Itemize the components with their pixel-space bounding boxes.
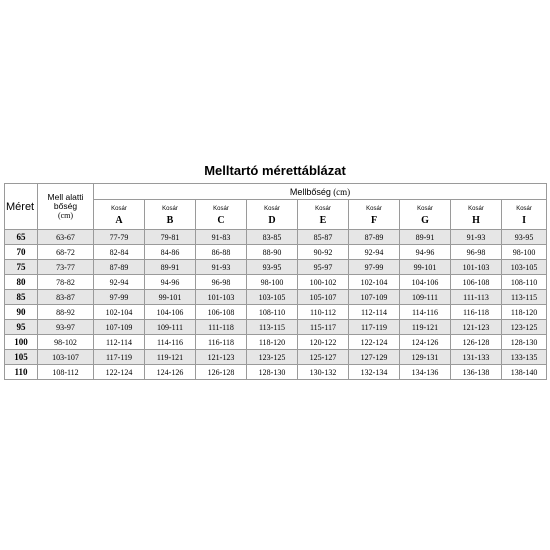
- chest-cell: 86-88: [196, 245, 247, 260]
- cup-word: Kosár: [213, 205, 229, 212]
- table-row: [5, 230, 547, 245]
- size-cell: 70: [5, 245, 38, 260]
- chest-cell: 101-103: [196, 290, 247, 305]
- cup-header: [400, 200, 451, 230]
- cup-word: Kosár: [468, 205, 484, 212]
- chest-cell: 122-124: [94, 365, 145, 380]
- chest-cell: 91-93: [451, 230, 502, 245]
- chest-cell: 129-131: [400, 350, 451, 365]
- chest-cell: 93-95: [247, 260, 298, 275]
- cup-word: Kosár: [111, 205, 127, 212]
- chest-cell: 109-111: [145, 320, 196, 335]
- chest-cell: 85-87: [298, 230, 349, 245]
- chest-cell: 99-101: [145, 290, 196, 305]
- header-underbust-line2: bőség: [53, 201, 78, 211]
- header-chest-unit: (cm): [333, 186, 351, 197]
- chest-cell: 104-106: [400, 275, 451, 290]
- chest-cell: 114-116: [400, 305, 451, 320]
- cup-header: [247, 200, 298, 230]
- table-row: [5, 335, 547, 350]
- header-underbust-unit: (cm): [57, 211, 74, 220]
- chest-cell: 98-100: [247, 275, 298, 290]
- chest-cell: 87-89: [94, 260, 145, 275]
- chest-cell: 113-115: [247, 320, 298, 335]
- header-size: Méret: [5, 184, 38, 230]
- chest-cell: 102-104: [94, 305, 145, 320]
- chest-cell: 119-121: [400, 320, 451, 335]
- chest-cell: 132-134: [349, 365, 400, 380]
- underbust-cell: 98-102: [38, 335, 94, 350]
- chest-cell: 103-105: [247, 290, 298, 305]
- chest-cell: 125-127: [298, 350, 349, 365]
- chest-cell: 102-104: [349, 275, 400, 290]
- chest-cell: 84-86: [145, 245, 196, 260]
- chest-cell: 107-109: [94, 320, 145, 335]
- chest-cell: 113-115: [502, 290, 547, 305]
- size-cell: 105: [5, 350, 38, 365]
- cup-header: [298, 200, 349, 230]
- page-title: Melltartó mérettáblázat: [204, 163, 346, 178]
- chest-cell: 91-83: [196, 230, 247, 245]
- chest-cell: 98-100: [502, 245, 547, 260]
- header-chest-label: Mellbőség: [289, 186, 331, 197]
- cup-letter: G: [421, 214, 429, 226]
- table-row: [5, 320, 547, 335]
- chest-cell: 111-113: [451, 290, 502, 305]
- chest-cell: 77-79: [94, 230, 145, 245]
- chest-cell: 97-99: [94, 290, 145, 305]
- cup-header: [145, 200, 196, 230]
- chest-cell: 96-98: [196, 275, 247, 290]
- size-cell: 80: [5, 275, 38, 290]
- cup-letter: C: [217, 214, 225, 226]
- cup-word: Kosár: [417, 205, 433, 212]
- table-row: [5, 365, 547, 380]
- cup-header: [349, 200, 400, 230]
- chest-cell: 101-103: [451, 260, 502, 275]
- table-row: [5, 290, 547, 305]
- cup-header: [196, 200, 247, 230]
- chest-cell: 106-108: [451, 275, 502, 290]
- chest-cell: 105-107: [298, 290, 349, 305]
- underbust-cell: 73-77: [38, 260, 94, 275]
- chest-cell: 108-110: [502, 275, 547, 290]
- chest-cell: 112-114: [94, 335, 145, 350]
- chest-cell: 110-112: [298, 305, 349, 320]
- size-cell: 90: [5, 305, 38, 320]
- chest-cell: 128-130: [247, 365, 298, 380]
- chest-cell: 97-99: [349, 260, 400, 275]
- underbust-cell: 93-97: [38, 320, 94, 335]
- size-cell: 110: [5, 365, 38, 380]
- size-cell: 95: [5, 320, 38, 335]
- chest-cell: 100-102: [298, 275, 349, 290]
- underbust-cell: 108-112: [38, 365, 94, 380]
- chest-cell: 122-124: [349, 335, 400, 350]
- chest-cell: 118-120: [247, 335, 298, 350]
- underbust-cell: 103-107: [38, 350, 94, 365]
- chest-cell: 95-97: [298, 260, 349, 275]
- table-row: [5, 275, 547, 290]
- chest-cell: 121-123: [196, 350, 247, 365]
- header-underbust-line1: Mell alatti: [47, 192, 84, 202]
- chest-cell: 126-128: [196, 365, 247, 380]
- chest-cell: 89-91: [400, 230, 451, 245]
- chest-cell: 96-98: [451, 245, 502, 260]
- chest-cell: 109-111: [400, 290, 451, 305]
- cup-word: Kosár: [366, 205, 382, 212]
- chest-cell: 104-106: [145, 305, 196, 320]
- table-row: [5, 245, 547, 260]
- chest-cell: 82-84: [94, 245, 145, 260]
- underbust-cell: 88-92: [38, 305, 94, 320]
- size-cell: 75: [5, 260, 38, 275]
- chest-cell: 87-89: [349, 230, 400, 245]
- chest-cell: 92-94: [94, 275, 145, 290]
- chest-cell: 79-81: [145, 230, 196, 245]
- header-chest: [94, 184, 547, 200]
- chest-cell: 127-129: [349, 350, 400, 365]
- chest-cell: 91-93: [196, 260, 247, 275]
- chest-cell: 123-125: [247, 350, 298, 365]
- chest-cell: 133-135: [502, 350, 547, 365]
- cup-word: Kosár: [264, 205, 280, 212]
- chest-cell: 136-138: [451, 365, 502, 380]
- table-body: [5, 230, 547, 380]
- underbust-cell: 68-72: [38, 245, 94, 260]
- cup-letter: B: [166, 214, 174, 226]
- chest-cell: 94-96: [400, 245, 451, 260]
- size-table: [4, 183, 547, 380]
- chest-cell: 138-140: [502, 365, 547, 380]
- chest-cell: 92-94: [349, 245, 400, 260]
- cup-word: Kosár: [315, 205, 331, 212]
- chest-cell: 90-92: [298, 245, 349, 260]
- chest-cell: 116-118: [451, 305, 502, 320]
- chest-cell: 99-101: [400, 260, 451, 275]
- table-row: [5, 350, 547, 365]
- chest-cell: 94-96: [145, 275, 196, 290]
- chest-cell: 118-120: [502, 305, 547, 320]
- size-cell: 85: [5, 290, 38, 305]
- chest-cell: 115-117: [298, 320, 349, 335]
- cup-header: [94, 200, 145, 230]
- table-row: [5, 305, 547, 320]
- cup-letter: F: [370, 214, 378, 226]
- header-underbust: [38, 184, 94, 230]
- cup-letter: H: [472, 214, 480, 226]
- chest-cell: 108-110: [247, 305, 298, 320]
- cup-word: Kosár: [162, 205, 178, 212]
- chest-cell: 120-122: [298, 335, 349, 350]
- chest-cell: 117-119: [349, 320, 400, 335]
- chest-cell: 111-118: [196, 320, 247, 335]
- size-cell: 100: [5, 335, 38, 350]
- chest-cell: 107-109: [349, 290, 400, 305]
- chest-cell: 114-116: [145, 335, 196, 350]
- cup-header: [502, 200, 547, 230]
- chest-cell: 128-130: [502, 335, 547, 350]
- cup-letter: I: [522, 214, 526, 226]
- chest-cell: 121-123: [451, 320, 502, 335]
- chest-cell: 112-114: [349, 305, 400, 320]
- underbust-cell: 78-82: [38, 275, 94, 290]
- underbust-cell: 83-87: [38, 290, 94, 305]
- cup-letter: E: [319, 214, 327, 226]
- chest-cell: 89-91: [145, 260, 196, 275]
- chest-cell: 116-118: [196, 335, 247, 350]
- chest-cell: 126-128: [451, 335, 502, 350]
- table-row: [5, 260, 547, 275]
- cup-header: [451, 200, 502, 230]
- chest-cell: 124-126: [145, 365, 196, 380]
- cup-letter: A: [115, 214, 123, 226]
- chest-cell: 123-125: [502, 320, 547, 335]
- chest-cell: 124-126: [400, 335, 451, 350]
- cup-word: Kosár: [516, 205, 532, 212]
- size-cell: 65: [5, 230, 38, 245]
- chest-cell: 106-108: [196, 305, 247, 320]
- chest-cell: 103-105: [502, 260, 547, 275]
- chest-cell: 131-133: [451, 350, 502, 365]
- chest-cell: 83-85: [247, 230, 298, 245]
- underbust-cell: 63-67: [38, 230, 94, 245]
- chest-cell: 93-95: [502, 230, 547, 245]
- cup-letter: D: [268, 214, 276, 226]
- chest-cell: 119-121: [145, 350, 196, 365]
- chest-cell: 134-136: [400, 365, 451, 380]
- chest-cell: 130-132: [298, 365, 349, 380]
- chest-cell: 88-90: [247, 245, 298, 260]
- chest-cell: 117-119: [94, 350, 145, 365]
